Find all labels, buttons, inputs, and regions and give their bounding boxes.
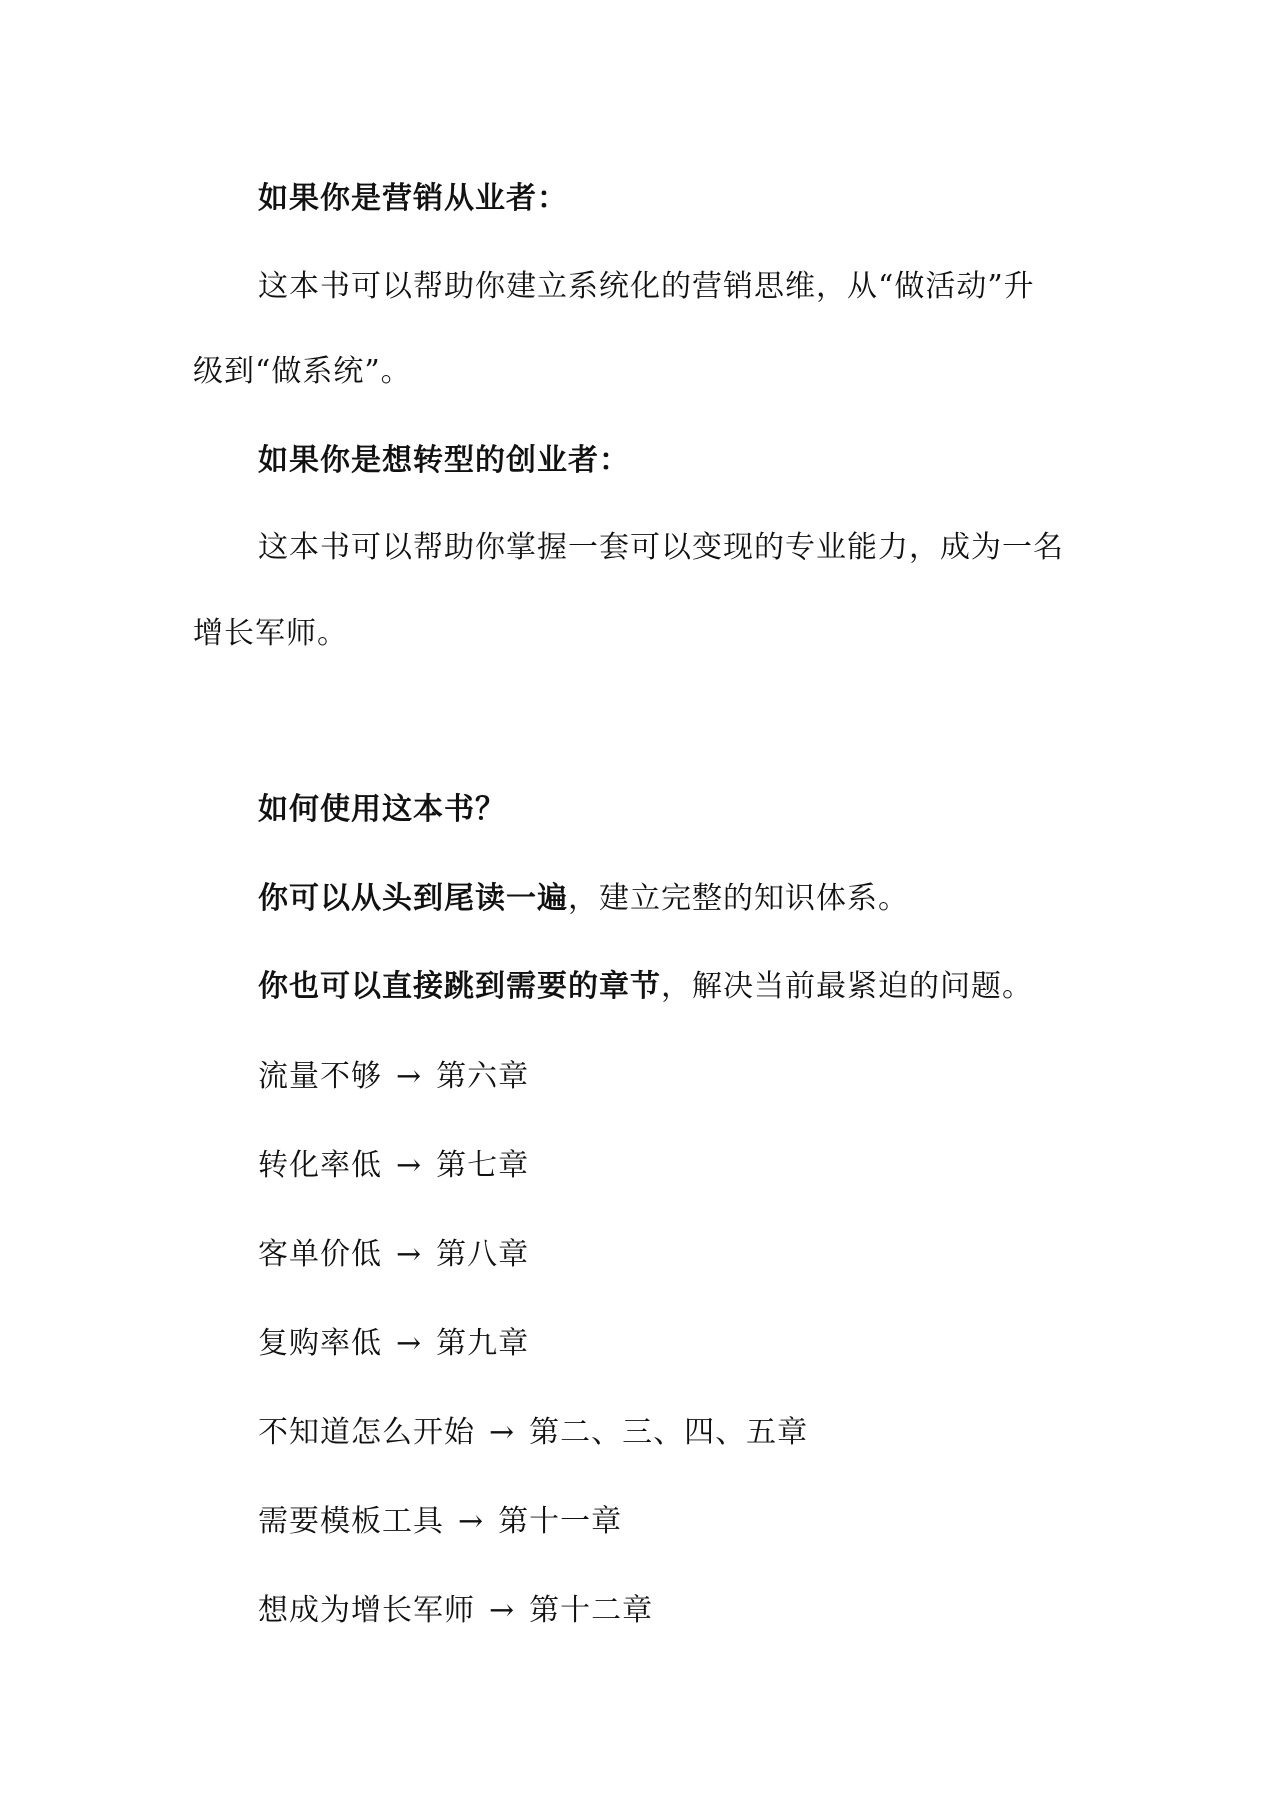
chapter-map-problem: 流量不够	[258, 1059, 382, 1094]
chapter-map-item	[258, 1324, 529, 1364]
chapter-map-chapter: 第八章	[436, 1237, 530, 1272]
marketer-heading: 如果你是营销从业者：	[258, 181, 568, 216]
arrow-right-icon: →	[489, 1415, 516, 1450]
arrow-right-icon: →	[396, 1237, 423, 1272]
founder-heading: 如果你是想转型的创业者：	[258, 443, 630, 478]
chapter-map-item	[258, 1591, 653, 1631]
chapter-map-problem: 转化率低	[258, 1148, 382, 1183]
chapter-map-chapter: 第九章	[436, 1326, 530, 1361]
chapter-map-chapter: 第七章	[436, 1148, 530, 1183]
chapter-map-chapter: 第六章	[436, 1059, 530, 1094]
arrow-right-icon: →	[396, 1326, 423, 1361]
usage-option-1-rest: ，建立完整的知识体系。	[568, 881, 909, 916]
chapter-map-chapter: 第十一章	[498, 1504, 623, 1539]
chapter-map-item	[258, 1235, 529, 1275]
chapter-map-item	[258, 1146, 529, 1186]
chapter-map-problem: 客单价低	[258, 1237, 382, 1272]
chapter-map-chapter: 第二、三、四、五章	[529, 1415, 809, 1450]
founder-body-line2: 增长军师。	[193, 616, 348, 651]
marketer-body-line2: 级到“做系统”。	[193, 354, 412, 389]
usage-option-2	[258, 967, 1033, 1007]
arrow-right-icon: →	[396, 1059, 423, 1094]
usage-option-1	[258, 879, 909, 919]
chapter-map-problem: 不知道怎么开始	[258, 1415, 475, 1450]
founder-body-line1: 这本书可以帮助你掌握一套可以变现的专业能力，成为一名	[258, 530, 1064, 565]
marketer-body-line1: 这本书可以帮助你建立系统化的营销思维，从“做活动”升	[258, 269, 1035, 304]
chapter-map-problem: 需要模板工具	[258, 1504, 444, 1539]
usage-option-1-bold: 你可以从头到尾读一遍	[258, 881, 568, 916]
chapter-map-item	[258, 1057, 529, 1097]
chapter-map-problem: 复购率低	[258, 1326, 382, 1361]
arrow-right-icon: →	[396, 1148, 423, 1183]
usage-heading: 如何使用这本书？	[258, 792, 506, 827]
chapter-map-problem: 想成为增长军师	[258, 1593, 475, 1628]
usage-option-2-rest: ，解决当前最紧迫的问题。	[661, 969, 1033, 1004]
chapter-map-chapter: 第十二章	[529, 1593, 654, 1628]
chapter-map-item	[258, 1413, 808, 1453]
chapter-map-item	[258, 1502, 622, 1542]
usage-option-2-bold: 你也可以直接跳到需要的章节	[258, 969, 661, 1004]
arrow-right-icon: →	[458, 1504, 485, 1539]
arrow-right-icon: →	[489, 1593, 516, 1628]
